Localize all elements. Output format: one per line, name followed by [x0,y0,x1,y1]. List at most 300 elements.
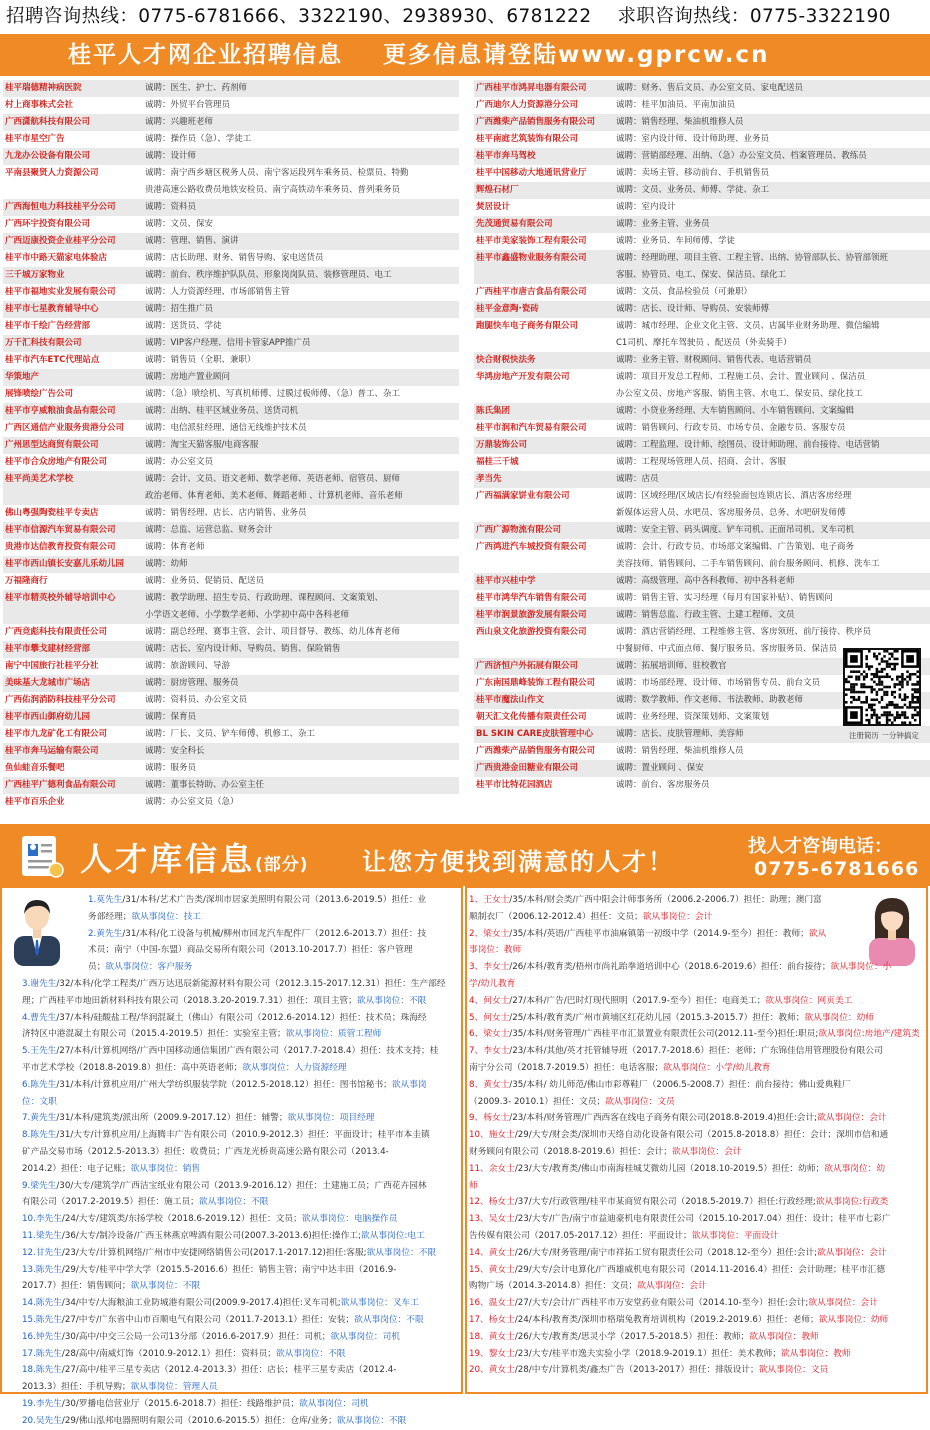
qr-module [896,658,899,661]
talent-name[interactable]: 10、施女士 [469,1130,515,1141]
company-name[interactable]: 西山泉文化旅游投资有限公司 [476,627,587,637]
qr-module [878,721,881,724]
job-positions: 诚聘：南宁西乡塘区税务人员、南宁客运段列车乘务员、检票员、特勤 [145,168,409,178]
hotline-recruit: 招聘咨询热线：0775-6781666、3322190、2938930、6781222 [6,6,592,27]
company-name[interactable]: 广西桂平广德利食品有限公司 [5,780,116,790]
qr-module [865,696,868,699]
hotline-job: 求职咨询热线：0775-3322190 [617,6,891,27]
qr-module [911,698,914,701]
job-row [3,182,459,199]
qr-module [876,714,879,717]
company-name[interactable]: 桂平市千绘广告经营部 [5,321,91,331]
talent-desired-position: 欲从事岗位：司机 [299,1399,369,1409]
company-name[interactable]: 广西潇航科技有限公司 [5,117,91,127]
job-row [474,590,930,607]
job-positions: 诚聘：店长、皮肤管理师、美容师 [616,729,744,739]
talent-desired-position: 欲从事岗位：项目经理 [287,1113,375,1124]
job-positions: 诚聘：幼师 [145,559,188,569]
talent-detail: /31/本科/化工设备与机械/柳州市回龙汽车配件厂（2012.6-2013.7）担任：技 [122,928,427,939]
company-name[interactable]: 广西竞彪科技有限责任公司 [5,627,108,637]
qr-module [899,681,902,684]
talent-name[interactable]: 12.甘先生 [22,1247,62,1258]
qr-module [914,691,917,694]
talent-line [22,993,426,1010]
company-name[interactable]: 九龙办公设备有限公司 [5,151,91,161]
qr-module [904,678,907,681]
qr-module [883,711,886,714]
talent-name[interactable]: 13、吴女士 [469,1214,515,1225]
talent-name[interactable]: 15.陈先生 [22,1315,62,1325]
qr-module [909,676,912,679]
company-name[interactable]: BL SKIN CARE皮肤管理中心 [476,729,593,739]
qr-module [853,686,856,689]
company-name[interactable]: 广东南国鼎峰装饰工程有限公司 [476,678,596,688]
talent-name[interactable]: 6、梁女士 [469,1029,510,1040]
company-name[interactable]: 焚居设计 [476,202,511,212]
talent-desired-position: 事岗位：教师 [469,945,522,956]
talent-line [469,1060,770,1077]
company-name[interactable]: 桂平市西山镇长安嘉儿乐幼儿园 [5,559,125,569]
talent-name[interactable]: 11.梁先生 [22,1231,62,1241]
qr-module [865,719,868,722]
qr-module [878,681,881,684]
qr-module [845,678,848,681]
job-positions: 小学语文老师、小学数学老师、小学初中高中各科老师 [145,610,350,620]
company-name[interactable]: 南宁中国旅行社桂平分社 [5,661,99,671]
qr-module [891,714,894,717]
company-name[interactable]: 桂平市奔马驾校 [476,151,536,161]
qr-module [863,683,866,686]
talent-line [469,926,826,943]
qr-module [899,683,902,686]
company-name[interactable]: 桂平市鑫盛物业服务有限公司 [476,253,587,263]
talent-name[interactable]: 18、黄女士 [469,1331,515,1342]
company-name[interactable]: 广西桂平市鸿昇电器有限公司 [476,83,587,93]
company-name[interactable]: 广西环宇投资有限公司 [5,219,91,229]
qr-module [911,706,914,709]
company-name[interactable]: 桂平市星空广告 [5,134,65,144]
qr-module [891,653,894,656]
qr-module [871,706,874,709]
talent-desired-position: 欲从事岗位:行政类 [815,1197,889,1208]
qr-module [863,686,866,689]
job-positions: 诚聘：销售总监、行政主管、土建工程师、文员 [616,610,795,620]
company-name[interactable]: 广西济恒户外拓展有限公司 [476,661,579,671]
qr-module [865,676,868,679]
qr-module [860,673,863,676]
job-row [3,675,459,692]
talent-desired-position: 欲从事岗位：会计 [817,1113,887,1124]
qr-module [850,688,853,691]
qr-module [916,670,919,673]
talent-line [469,1228,779,1245]
talent-name[interactable]: 7.黄先生 [22,1113,57,1124]
talent-name[interactable]: 18.陈先生 [22,1365,62,1376]
company-name[interactable]: 朝天汇文化传播有限责任公司 [476,712,587,722]
company-name[interactable]: 广州思型达商贸有限公司 [5,440,99,450]
talent-line [88,959,192,976]
qr-module [891,691,894,694]
male-talent-panel [0,886,463,1426]
talent-name[interactable]: 9、杨女士 [469,1113,510,1124]
qr-module [881,660,884,663]
talent-name[interactable]: 16、温女士 [469,1298,515,1309]
qr-module [865,709,868,712]
company-name[interactable]: 桂平市润景旅游发展有限公司 [476,610,587,620]
qr-module [883,691,886,694]
company-name[interactable]: 三千城万家物业 [5,270,65,280]
company-name[interactable]: 华策地产 [5,372,40,382]
qr-module [881,658,884,661]
job-positions: 诚聘：设计师 [145,151,197,161]
qr-module [893,719,896,722]
company-name[interactable]: 桂平市鸿华汽车销售有限公司 [476,593,587,603]
company-name[interactable]: 广西桂平市唐吉食品有限公司 [476,287,587,297]
qr-module [893,683,896,686]
company-name[interactable]: 桂平市西山御府幼儿园 [5,712,91,722]
job-row [3,726,459,743]
qr-module [855,691,858,694]
company-name[interactable]: 美味基大龙城市广场店 [5,678,91,688]
talent-name[interactable]: 16.钟先生 [22,1331,62,1342]
qr-module [896,711,899,714]
talent-desired-position: 欲从事岗位：管理人员 [130,1382,218,1393]
company-name[interactable]: 桂平市九龙矿化工有限公司 [5,729,108,739]
talent-desired-position: 欲从事岗位：不限 [366,1247,437,1258]
qr-code[interactable] [843,648,921,726]
qr-module [899,716,902,719]
company-name[interactable]: 桂平市亨威粮油食品有限公司 [5,406,116,416]
talent-desired-position: 欲从事岗位：幼师 [804,1012,874,1023]
job-positions: 诚聘：教学助理、招生专员、行政助理、课程顾问、文案策划、 [145,593,384,603]
company-name[interactable]: 桂平市兴桂中学 [476,576,536,586]
talent-name[interactable]: 17.陈先生 [22,1348,62,1359]
qr-module [878,663,881,666]
talent-line [88,892,426,909]
qr-module [850,655,858,663]
talent-name[interactable]: 15、黄女士 [469,1264,515,1275]
company-name[interactable]: 桂平市百乐企业 [5,797,65,807]
qr-module [896,706,899,709]
talent-detail: /27/高中/桂平三星专卖店（2012.4-2013.3）担任：店长；桂平三星专卖店（2012.4- [61,1365,397,1376]
qr-module [916,706,919,709]
qr-module [873,698,876,701]
qr-module [891,663,894,666]
job-row [3,97,459,114]
qr-module [865,701,868,704]
qr-module [873,673,876,676]
talent-name[interactable]: 14、黄女士 [469,1247,515,1258]
qr-module [868,686,871,689]
talent-line [22,1329,400,1346]
talent-name[interactable]: 3、李女士 [469,962,510,973]
company-name[interactable]: 跑腿快车电子商务有限公司 [476,321,579,331]
qr-module [916,701,919,704]
talent-name[interactable]: 17、杨女士 [469,1315,515,1325]
qr-module [850,676,853,679]
company-name[interactable]: 广西潍柴产品销售服务有限公司 [476,746,596,756]
qr-module [868,665,871,668]
qr-module [896,663,899,666]
qr-module [871,678,874,681]
talent-name[interactable]: 8.陈先生 [22,1130,57,1141]
qr-module [881,681,884,684]
qr-module [883,650,886,653]
talent-name[interactable]: 8、黄女士 [469,1079,510,1090]
company-name[interactable]: 桂平市汽车ETC代理站点 [5,355,100,365]
qr-module [888,663,891,666]
qr-module [888,686,891,689]
company-name[interactable]: 村上商事株式会社 [5,100,74,110]
qr-module [865,673,868,676]
qr-module [916,691,919,694]
qr-module [914,709,917,712]
qr-module [863,691,866,694]
company-name[interactable]: 广西鸿进汽车城投资有限公司 [476,542,587,552]
qr-module [883,693,886,696]
talent-name[interactable]: 13.陈先生 [22,1264,62,1275]
talent-name[interactable]: 20.吴先生 [22,1415,62,1426]
qr-module [876,716,879,719]
company-name[interactable]: 展锋喷绘广告公司 [5,389,74,399]
qr-module [881,670,884,673]
talent-detail: /32/本科/化学工程类/广西万达迅辰新能源材料有限公司（2012.3.15-2017.12.31）担任：生产部经 [56,979,446,989]
talent-detail: /30/高中/中交三公局一公司13分部（2016.6-2017.9）担任：司机； [61,1331,331,1342]
company-name[interactable]: 桂平市合众房地产有限公司 [5,457,108,467]
talent-name[interactable]: 2.黄先生 [88,928,123,939]
talent-name[interactable]: 10.李先生 [22,1214,62,1225]
job-row [3,267,459,284]
qr-module [853,688,856,691]
job-positions: 诚聘：操作员（急）、学徒工 [145,134,252,144]
job-row [3,573,459,590]
company-name[interactable]: 佛山粤强陶瓷桂平专卖店 [5,508,99,518]
company-name[interactable]: 陈氏集团 [476,406,511,416]
talent-name[interactable]: 4、何女士 [469,995,510,1006]
job-row [474,743,930,760]
company-name[interactable]: 华鸿房地产开发有限公司 [476,372,570,382]
qr-module [858,670,861,673]
talent-name[interactable]: 5、何女士 [469,1012,510,1023]
company-name[interactable]: 平南县聚贤人力资源公司 [5,168,99,178]
job-positions: 新媒体运营人员、水吧员、客房服务员、总务、水吧研发师傅 [616,508,846,518]
job-positions: 诚聘：招生推广员 [145,304,214,314]
company-name[interactable]: 广西潍柴产品销售服务有限公司 [476,117,596,127]
qr-module [906,676,909,679]
company-name[interactable]: 桂平市福地实业发展有限公司 [5,287,116,297]
qr-module [886,676,889,679]
company-name[interactable]: 辉煌石材厂 [476,185,519,195]
company-name[interactable]: 桂平市精英校外辅导培训中心 [5,593,116,603]
company-name[interactable]: 广西迪尔人力资源港分公司 [476,100,579,110]
qr-module [901,721,904,724]
qr-module [911,716,914,719]
talent-desired-position: 欲从事岗位：会计 [671,1147,742,1157]
company-name[interactable]: 万鼎装饰公司 [476,440,528,450]
talent-line [22,1077,427,1094]
company-name[interactable]: 广西海恒电力科技桂平分公司 [5,202,116,212]
talent-desired-position: 欲从事岗位：文员 [758,1365,829,1376]
talent-detail: 财务顾问有限公司（2018.8-2019.6）担任：会计； [469,1147,672,1157]
qr-module [858,698,861,701]
talent-line [469,1010,874,1027]
job-row [3,471,459,488]
job-row [3,522,459,539]
qr-module [896,650,899,653]
qr-module [876,655,879,658]
qr-module [855,683,858,686]
job-row [474,284,930,301]
job-row [3,743,459,760]
company-name[interactable]: 桂平中国移动大地通讯营业厅 [476,168,587,178]
qr-module [916,711,919,714]
talent-detail: /36/大专/制冷设备/广西玉林燕京啤酒有限公司(2007.3-2013.6)担任:操作工; [61,1231,362,1241]
talent-desired-position: 欲从事岗位：幼师 [818,1315,889,1325]
company-name[interactable]: 广西福满家饼业有限公司 [476,491,570,501]
company-name[interactable]: 孝当先 [476,474,502,484]
company-name[interactable]: 广西区通信产业服务贵港分公司 [5,423,125,433]
qr-module [893,665,896,668]
talent-title-text: 人才库信息 [80,840,256,878]
company-name[interactable]: 桂平市比特花园酒店 [476,780,553,790]
company-name[interactable]: 桂平市润和汽车贸易有限公司 [476,423,587,433]
company-name[interactable]: 桂平市信源汽车贸易有限公司 [5,525,116,535]
talent-line [22,1161,200,1178]
job-positions: 诚聘：项目开发总工程师、工程施工员、会计、置业顾问 、保洁员 [616,372,866,382]
job-positions: 诚聘：业务主管、财税顾问、销售代表、电话营销员 [616,355,812,365]
job-row [474,301,930,318]
qr-module [883,668,886,671]
talent-name[interactable]: 6.陈先生 [22,1079,57,1090]
qr-module [896,678,899,681]
job-row [474,420,930,437]
company-name[interactable]: 桂平南庭艺筑装饰有限公司 [476,134,579,144]
qr-module [845,701,848,704]
talent-name[interactable]: 9.梁先生 [22,1180,57,1191]
company-name[interactable]: 桂平瑞德精神病医院 [5,83,82,93]
talent-detail: 有限公司（2017.2-2019.5）担任：施工员； [22,1197,199,1208]
job-positions: 诚聘：销售主管、实习经理（每月有国家补贴）、销售顾问 [616,593,833,603]
company-name[interactable]: 广西迈康投资企业桂平分公司 [5,236,116,246]
qr-module [888,658,891,661]
job-row [3,216,459,233]
talent-desired-position: 欲从事岗位：客户服务 [105,962,193,973]
talent-detail: 南宁分公司（2018.7-2019.5）担任：电话客服； [469,1063,664,1073]
company-name[interactable]: 桂平市美家装饰工程有限公司 [476,236,587,246]
qr-module [876,670,879,673]
banner-website[interactable]: 更多信息请登陆www.gprcw.cn [383,42,770,68]
company-name[interactable]: 桂平市攀戈建材经营部 [5,644,91,654]
company-name[interactable]: 鱼仙蛙音乐餐吧 [5,763,65,773]
talent-name[interactable]: 2、梁女士 [469,928,510,939]
company-name[interactable]: 广西佑润消防科技桂平分公司 [5,695,116,705]
qr-module [868,719,871,722]
job-positions: 办公室文员、房地产客服、销售主管、水电工、保安员、绿化技工 [616,389,863,399]
talent-name[interactable]: 4.曹先生 [22,1012,57,1023]
talent-desired-position: 欲从事岗位：不限 [356,995,427,1006]
job-positions: 诚聘：文员、保安 [145,219,214,229]
talent-desired-position: 欲从事岗位：不限 [354,1315,424,1325]
talent-contact-phone[interactable]: 0775-6781666 [754,858,920,880]
job-row [3,420,459,437]
qr-module [906,716,909,719]
qr-module [906,670,909,673]
talent-name[interactable]: 12、杨女士 [469,1197,515,1208]
talent-desired-position: 欲从事岗位：不限 [275,1348,346,1359]
company-name[interactable]: 快合财税快法务 [476,355,536,365]
company-name[interactable]: 先茂通贸易有限公司 [476,219,553,229]
talent-line [469,1262,885,1279]
job-row [474,369,930,386]
qr-module [904,711,907,714]
company-name[interactable]: 桂平金意陶·瓷砖 [476,304,539,314]
job-positions: 诚聘：数学教师、作文老师、书法教师、助教老师 [616,695,804,705]
qr-module [881,683,884,686]
qr-module [886,714,889,717]
company-name[interactable]: 桂平市魔法山作文 [476,695,545,705]
company-name[interactable]: 桂平市七星教育辅导中心 [5,304,99,314]
talent-name[interactable]: 11、余女士 [469,1163,515,1174]
talent-name[interactable]: 7、李女士 [469,1046,510,1057]
talent-name[interactable]: 5.王先生 [22,1046,57,1057]
company-name[interactable]: 桂平市中路天猫家电体验店 [5,253,108,263]
talent-name[interactable]: 20、黄女士 [469,1365,515,1376]
job-positions: 诚聘：销售经理、柴油机维修人员 [616,746,744,756]
qr-module [850,701,853,704]
job-positions: 诚聘：置业顾问 、保安 [616,763,704,773]
job-row [474,437,930,454]
talent-name[interactable]: 19.李先生 [22,1399,62,1409]
company-name[interactable]: 广西广源物流有限公司 [476,525,562,535]
company-name[interactable]: 桂平尚美艺术学校 [5,474,74,484]
qr-module [896,704,899,707]
talent-line [22,1178,427,1195]
talent-name[interactable]: 14.陈先生 [22,1298,62,1309]
talent-detail: 购物广场（2014.3-2014.8）担任：文员； [469,1281,638,1292]
talent-desired-position: 欲从事岗 [391,1079,427,1090]
talent-detail: /23/大专/教育类/佛山市南海桂城艾微幼儿园（2018.10-2019.5）担任：幼师； [514,1163,825,1174]
job-row [474,505,930,522]
talent-desired-position: 欲从事岗位：会计 [817,1247,887,1258]
talent-name[interactable]: 19、黎女士 [469,1348,515,1359]
company-name[interactable]: 桂平市奔马运输有限公司 [5,746,99,756]
company-name[interactable]: 万福隆商行 [5,576,48,586]
talent-name[interactable]: 1、王女士 [469,895,510,905]
qr-module [878,676,881,679]
qr-module [853,670,856,673]
talent-name[interactable]: 3.谢先生 [22,979,57,989]
talent-desired-position: 欲从 [808,928,827,939]
job-row [474,556,930,573]
talent-detail: /26/本科/教育类/梧州市尚礼跆拳道培训中心（2018.6-2019.6）担任：前台接待； [509,962,831,973]
qr-module [881,668,884,671]
qr-module [868,721,871,724]
job-listings [0,80,930,820]
qr-module [899,696,902,699]
company-name[interactable]: 万千汇科技有限公司 [5,338,82,348]
qr-module [873,714,876,717]
talent-desired-position: 欲从事岗位：幼 [824,1163,886,1174]
job-row [3,199,459,216]
company-name[interactable]: 贵港市达信教育投资有限公司 [5,542,116,552]
company-name[interactable]: 福桂三千城 [476,457,519,467]
company-name[interactable]: 广西贵港金田糖业有限公司 [476,763,579,773]
qr-module [876,691,879,694]
talent-name[interactable]: 1.莫先生 [88,895,123,905]
talent-desired-position: 欲从事岗位：不限 [336,1415,407,1426]
qr-module [850,696,853,699]
talent-line [22,1144,389,1161]
